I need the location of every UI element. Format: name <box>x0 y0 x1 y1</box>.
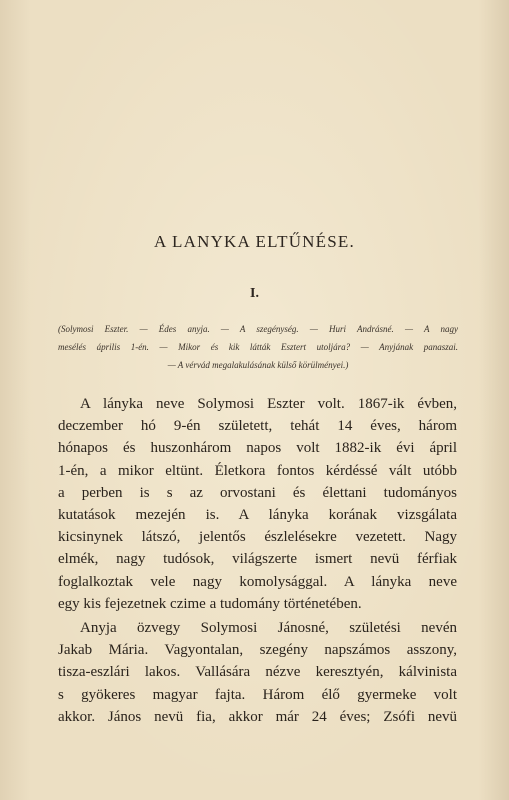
paragraph-1-line: kutatások mezején is. A lányka korának vizsgálata <box>58 507 457 524</box>
paragraph-1-line: hónapos és huszonhárom napos volt 1882-ik évi ápril <box>58 440 457 457</box>
paragraph-2-line: Anyja özvegy Solymosi Jánosné, születési nevén <box>80 620 457 637</box>
paragraph-1-line: kicsinynek látszó, jelentős észlelésekre vezetett. Nagy <box>58 529 457 546</box>
chapter-number: I. <box>250 286 259 301</box>
summary-line: (Solymosi Eszter. — Édes anyja. — A szegénység. — Huri Andrásné. — A nagy <box>58 324 458 334</box>
paragraph-2-line: s gyökeres magyar fajta. Három élő gyermeke volt <box>58 686 457 703</box>
body-text <box>58 393 457 728</box>
paragraph-2-line: akkor. János nevü fia, akkor már 24 éves; Zsófi nevü <box>58 708 457 725</box>
paragraph-1-line: a perben is s az orvostani és élettani tudományos <box>58 484 457 501</box>
chapter-summary <box>58 320 458 374</box>
paragraph-1-line: egy kis fejezetnek czime a tudomány történetében. <box>58 595 362 612</box>
paragraph-1-line: 1-én, a mikor eltünt. Életkora fontos kérdéssé vált utóbb <box>58 462 457 479</box>
summary-line: mesélés április 1-én. — Mikor és kik látták Esztert utoljára? — Anyjának panaszai. <box>58 342 458 352</box>
paragraph-1-line: elmék, nagy tudósok, világszerte ismert nevü férfiak <box>58 551 457 568</box>
chapter-title: A LANYKA ELTŰNÉSE. <box>154 232 355 251</box>
paragraph-1-line: foglalkoztak vele nagy komolysággal. A lányka neve <box>58 573 457 590</box>
paragraph-1-line: deczember hó 9-én született, tehát 14 éves, három <box>58 418 457 435</box>
summary-line: — A vérvád megalakulásának külső körülményei.) <box>167 360 349 370</box>
paragraph-1-line: A lányka neve Solymosi Eszter volt. 1867-ik évben, <box>80 396 457 412</box>
paragraph-2-line: Jakab Mária. Vagyontalan, szegény napszámos asszony, <box>58 642 457 659</box>
paragraph-2-line: tisza-eszlári lakos. Vallására nézve keresztyén, kálvinista <box>58 664 457 681</box>
